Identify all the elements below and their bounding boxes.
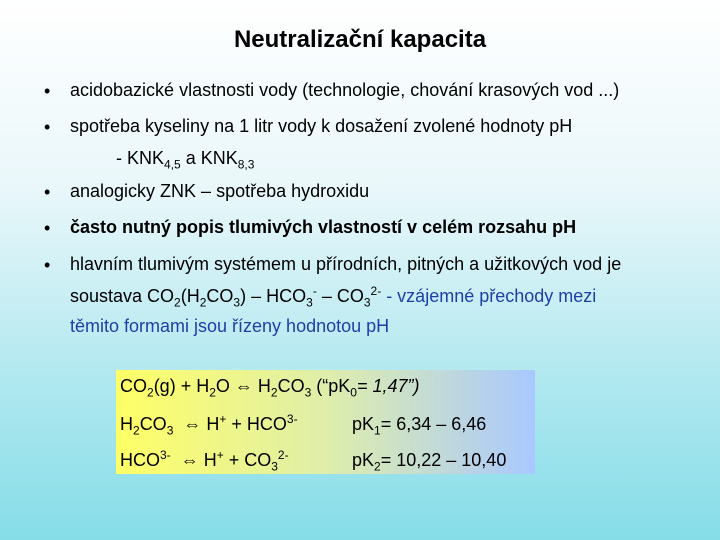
bullet-marker: • xyxy=(44,255,51,275)
pk1-value: $pK_1= 6,34 - 6,46$ xyxy=(352,414,487,438)
bullet-marker: • xyxy=(44,182,51,202)
bullet-text-3: analogicky ZNK – spotřeba hydroxidu xyxy=(70,181,370,201)
bullet-2-subline: - $KNK_{4,5}$ a $KNK_{8,3}$ xyxy=(116,148,255,172)
bullet-marker: • xyxy=(44,218,51,238)
equation-row-3: $HCO^{3-}$ ⇔ $H^+ + CO_3^{2-}$ xyxy=(120,448,289,474)
equilibrium-arrow-icon: ⇔ xyxy=(180,450,199,470)
equilibrium-box xyxy=(116,370,535,474)
bullet-text-5-line1: hlavním tlumivým systémem u přírodních, pitných a užitkových vod je xyxy=(70,254,622,274)
bullet-text-4: často nutný popis tlumivých vlastností v celém rozsahu pH xyxy=(70,217,577,237)
equilibrium-arrow-icon: ⇔ xyxy=(183,414,202,434)
bullet-marker: • xyxy=(44,81,51,101)
pk2-value: $pK_2= 10,22 - 10,40$ xyxy=(352,450,507,474)
bullet-text-1: acidobazické vlastnosti vody (technologie, chování krasových vod ...) xyxy=(70,80,620,100)
equation-row-2: $H_2CO_3$ ⇔ $H^+ + HCO^{3-}$ xyxy=(120,412,298,438)
bullet-text-2: spotřeba kyseliny na 1 litr vody k dosažení zvolené hodnoty pH xyxy=(70,116,573,136)
bullet-marker: • xyxy=(44,117,51,137)
equilibrium-arrow-icon: ⇔ xyxy=(234,376,253,396)
bullet-text-5-line3: těmito formami jsou řízeny hodnotou pH xyxy=(70,316,390,336)
equation-row-1: $CO_2(g) + H_2O$ ⇔ $H_2CO_3$ (“$pK_0=$ 1,47”) xyxy=(120,376,420,400)
bullet-text-5-line2: soustava $CO_2(H_2CO_3) - HCO_3^- - CO_3^{2-}$ - vzájemné přechody mezi xyxy=(70,284,597,310)
slide-title: Neutralizační kapacita xyxy=(233,26,487,53)
